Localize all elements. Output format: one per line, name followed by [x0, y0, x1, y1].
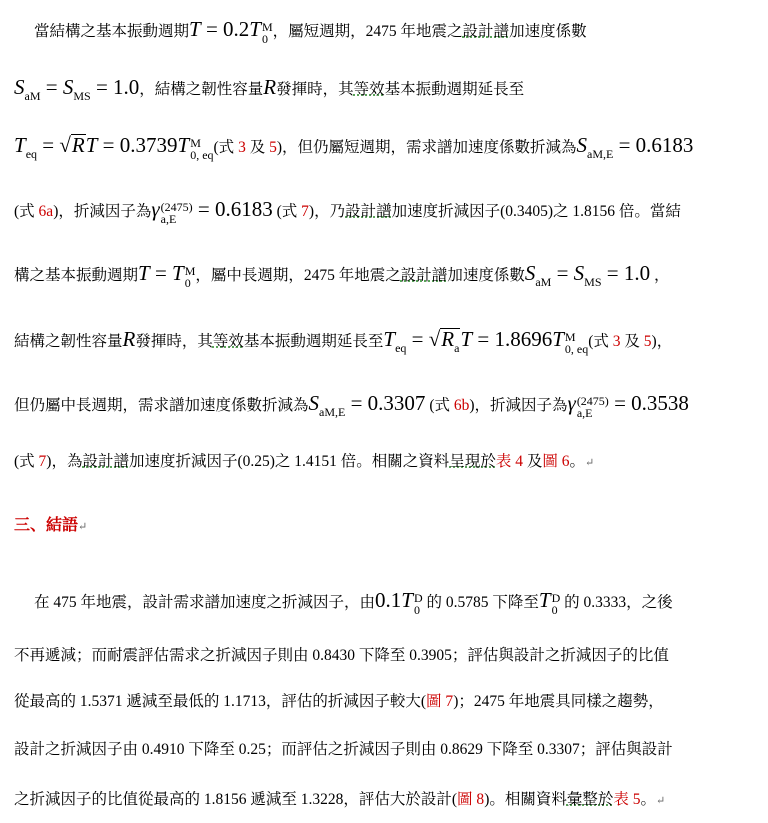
spellcheck-word: 設計譜: [462, 23, 510, 40]
paragraph-line: [14, 451, 594, 474]
spellcheck-word: 設計譜: [400, 267, 448, 284]
math-symbol: T: [138, 261, 150, 285]
text: )，乃: [308, 203, 346, 220]
math-symbol: T: [401, 588, 413, 612]
math-symbol: T: [177, 133, 190, 157]
text: 當結構之基本振動週期: [34, 23, 190, 40]
text: (式: [14, 453, 39, 470]
spellcheck-word: 彙整於: [566, 791, 614, 808]
equation-ref-link[interactable]: 7: [38, 453, 47, 470]
paragraph-mark: ↵: [78, 521, 88, 533]
math-symbol: T: [383, 327, 396, 351]
math-script: (2475) a,E: [160, 200, 193, 226]
text: 加速度係數: [509, 23, 587, 40]
text: 不再遞減；而耐震評估需求之折減因子則由 0.8430 下降至 0.3905；評估與設計之折減因子的比值: [14, 647, 669, 664]
math-symbol: S: [308, 391, 320, 415]
math-script: M 0: [261, 20, 273, 46]
text: )，: [651, 333, 673, 350]
math-symbol: S: [573, 261, 585, 285]
math-value: 0.1: [375, 588, 402, 612]
math-symbol: γ: [567, 391, 576, 415]
text: 。: [640, 791, 657, 808]
math-symbol: S: [576, 133, 587, 157]
math-subscript: MS: [73, 89, 91, 103]
paragraph-line: [14, 739, 673, 761]
equation-ref-link[interactable]: 6a: [38, 203, 54, 220]
math-radical: √: [428, 327, 441, 351]
text: 及: [620, 333, 644, 350]
text: 之折減因子的比值從最高的 1.8156 遞減至 1.3228，評估大於設計(: [14, 791, 458, 808]
math-value: = 1.0: [601, 261, 651, 285]
text: )。相關資料: [484, 791, 567, 808]
paragraph-line: [14, 76, 524, 107]
paragraph-mark: ↵: [656, 795, 666, 807]
text: (式: [425, 397, 454, 414]
math-subscript: aM,E: [319, 405, 346, 419]
paragraph-line: [34, 18, 587, 45]
text: ，: [650, 267, 670, 284]
math-op: =: [37, 133, 60, 157]
paragraph-line: [34, 589, 673, 616]
text: ，屬中長週期，2475 年地震之: [195, 267, 401, 284]
math-symbol: T: [460, 327, 473, 351]
math-subscript: eq: [395, 341, 407, 355]
text: 基本振動週期延長至: [243, 333, 384, 350]
text: 發揮時，其: [276, 81, 354, 98]
spellcheck-word: 等效: [353, 81, 385, 98]
figure-ref-link[interactable]: 圖 8: [457, 791, 485, 808]
math-script: M 0, eq: [564, 330, 589, 356]
text: 設計之折減因子由 0.4910 下降至 0.25；而評估之折減因子則由 0.8629 下降至 0.3307；評估與設計: [14, 741, 673, 758]
math-symbol: S: [524, 261, 536, 285]
math-symbol: T: [85, 133, 98, 157]
math-value: = 0.2: [200, 17, 250, 41]
text: 及: [522, 453, 543, 470]
math-script: D 0: [551, 591, 561, 617]
math-radicand: $R_a$: [440, 328, 460, 358]
text: 在 475 年地震，設計需求譜加速度之折減因子，由: [34, 594, 376, 611]
math-symbol: T: [538, 588, 551, 612]
text: 但仍屬中長週期，需求譜加速度係數折減為: [14, 397, 309, 414]
text: )，折減因子為: [53, 203, 152, 220]
spellcheck-word: 等效: [212, 333, 244, 350]
paragraph-line: [14, 691, 664, 713]
math-subscript: aM: [535, 275, 552, 289]
math-script: (2475) a,E: [576, 394, 609, 420]
math-subscript: eq: [25, 147, 38, 161]
equation-ref-link[interactable]: 6b: [453, 397, 470, 414]
text: (式: [14, 203, 39, 220]
text: 的 0.5785 下降至: [422, 594, 539, 611]
text: )；2475 年地震具同樣之趨勢，: [453, 693, 664, 710]
math-value: = 0.3739: [97, 133, 178, 157]
math-symbol: R: [263, 75, 277, 99]
math-script: M 0: [184, 264, 196, 290]
math-script: D 0: [413, 591, 423, 617]
math-subscript: aM,E: [587, 147, 614, 161]
text: 構之基本振動週期: [14, 267, 139, 284]
spellcheck-word: 呈現於: [449, 453, 496, 470]
text: )，但仍屬短週期，需求譜加速度係數折減為: [276, 139, 577, 156]
math-value: = 0.3307: [345, 391, 426, 415]
table-ref-link[interactable]: 表 5: [613, 791, 641, 808]
equation-ref-link[interactable]: 3: [612, 333, 621, 350]
math-value: = 1.0: [90, 75, 140, 99]
math-symbol: S: [14, 75, 25, 99]
math-symbol: T: [552, 327, 564, 351]
math-symbol: γ: [151, 197, 160, 221]
text: 及: [245, 139, 270, 156]
paragraph-line: [14, 645, 669, 667]
math-value: = 1.8696: [472, 327, 553, 351]
figure-ref-link[interactable]: 圖 6: [542, 453, 570, 470]
text: 加速度折減因子(0.25)之 1.4151 倍。相關之資料: [128, 453, 450, 470]
text: 的 0.3333，之後: [560, 594, 673, 611]
paragraph-line: [14, 134, 693, 165]
equation-ref-link[interactable]: 5: [269, 139, 277, 156]
math-script: M 0, eq: [190, 136, 214, 162]
paragraph-line: [14, 262, 670, 293]
math-value: = 0.3538: [608, 391, 689, 415]
text: 加速度係數: [447, 267, 525, 284]
math-op: =: [149, 261, 173, 285]
section-heading: [14, 515, 87, 538]
text: 發揮時，其: [135, 333, 213, 350]
math-symbol: R: [71, 133, 85, 157]
equation-ref-link[interactable]: 5: [643, 333, 652, 350]
text: ，屬短週期，2475 年地震之: [272, 23, 463, 40]
math-symbol: T: [172, 261, 184, 285]
paragraph-line: [14, 789, 665, 812]
paragraph-line: [14, 392, 689, 423]
figure-ref-link[interactable]: 圖 7: [426, 693, 454, 710]
text: 。: [569, 453, 586, 470]
heading-text: 三、結語: [14, 517, 79, 534]
math-symbol: T: [189, 17, 201, 41]
table-ref-link[interactable]: 表 4: [495, 453, 523, 470]
math-symbol: T: [249, 17, 261, 41]
math-subscript: aM: [24, 89, 41, 103]
spellcheck-word: 設計譜: [82, 453, 129, 470]
text: (式: [588, 333, 613, 350]
text: (式: [272, 203, 302, 220]
equation-ref-link[interactable]: 7: [301, 203, 309, 220]
math-op: =: [551, 261, 574, 285]
math-symbol: T: [14, 133, 26, 157]
math-subscript: MS: [584, 275, 602, 289]
text: (式: [213, 139, 239, 156]
paragraph-mark: ↵: [585, 457, 595, 469]
math-op: =: [40, 75, 63, 99]
math-symbol: S: [62, 75, 74, 99]
equation-ref-link[interactable]: 3: [238, 139, 246, 156]
text: )，為: [46, 453, 83, 470]
text: )，折減因子為: [469, 397, 568, 414]
math-radical: √: [59, 133, 71, 157]
spellcheck-word: 設計譜: [345, 203, 392, 220]
paragraph-line: [14, 328, 672, 359]
math-op: =: [406, 327, 429, 351]
paragraph-line: [14, 198, 681, 225]
text: 結構之韌性容量: [14, 333, 123, 350]
text: 基本振動週期延長至: [384, 81, 525, 98]
text: ，結構之韌性容量: [139, 81, 264, 98]
math-value: = 0.6183: [613, 133, 694, 157]
math-value: = 0.6183: [192, 197, 273, 221]
math-symbol: R: [122, 327, 136, 351]
text: 加速度折減因子(0.3405)之 1.8156 倍。當結: [391, 203, 681, 220]
text: 從最高的 1.5371 遞減至最低的 1.1713，評估的折減因子較大(: [14, 693, 427, 710]
